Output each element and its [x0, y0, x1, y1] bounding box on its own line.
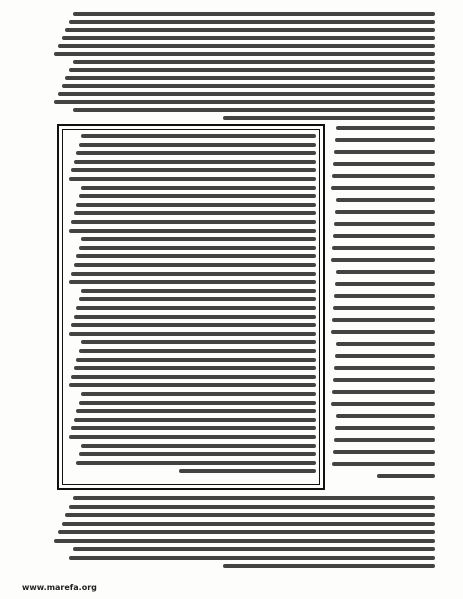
top-text-block — [50, 10, 435, 122]
text-line — [79, 297, 317, 301]
text-line — [65, 76, 435, 80]
text-line — [334, 438, 435, 442]
text-line — [334, 294, 435, 298]
text-line — [69, 280, 317, 284]
text-line — [65, 28, 435, 32]
text-line — [74, 211, 317, 215]
text-line — [74, 366, 317, 370]
text-line — [69, 332, 317, 336]
text-line — [334, 366, 435, 370]
text-line — [81, 289, 316, 293]
text-line — [73, 496, 435, 500]
text-line — [79, 143, 317, 147]
text-line — [71, 220, 316, 224]
text-line — [223, 116, 435, 120]
text-line — [58, 530, 435, 534]
text-line — [73, 60, 435, 64]
text-line — [71, 323, 316, 327]
text-line — [58, 44, 435, 48]
text-line — [62, 522, 435, 526]
text-line — [332, 174, 435, 178]
text-line — [79, 401, 317, 405]
text-line — [76, 203, 316, 207]
text-line — [76, 254, 316, 258]
bottom-text-lines — [50, 494, 435, 572]
text-line — [336, 126, 435, 130]
text-line — [62, 36, 435, 40]
text-line — [79, 452, 317, 456]
text-line — [69, 505, 435, 509]
text-line — [79, 246, 317, 250]
text-line — [223, 564, 435, 568]
text-line — [331, 258, 435, 262]
text-line — [65, 513, 435, 517]
text-line — [69, 20, 435, 24]
text-line — [71, 168, 316, 172]
text-line — [69, 229, 317, 233]
text-line — [79, 194, 317, 198]
text-line — [336, 198, 435, 202]
text-line — [73, 108, 435, 112]
text-line — [331, 402, 435, 406]
text-line — [74, 160, 317, 164]
text-line — [76, 306, 316, 310]
text-line — [73, 547, 435, 551]
text-line — [336, 342, 435, 346]
text-line — [333, 162, 435, 166]
text-line — [79, 349, 317, 353]
text-line — [74, 263, 317, 267]
site-watermark: www.marefa.org — [22, 583, 97, 592]
text-line — [332, 390, 435, 394]
text-line — [73, 12, 435, 16]
text-line — [335, 138, 435, 142]
text-line — [333, 450, 435, 454]
text-line — [335, 354, 435, 358]
text-line — [58, 92, 435, 96]
text-line — [333, 234, 435, 238]
text-line — [76, 461, 316, 465]
text-line — [331, 330, 435, 334]
text-line — [335, 210, 435, 214]
text-line — [334, 150, 435, 154]
text-line — [71, 272, 316, 276]
text-line — [179, 469, 317, 473]
commentary-text-lines — [66, 132, 316, 482]
text-line — [81, 237, 316, 241]
text-line — [333, 306, 435, 310]
side-text-lines — [330, 124, 435, 488]
text-line — [62, 84, 435, 88]
text-line — [69, 435, 317, 439]
text-line — [76, 358, 316, 362]
text-line — [69, 177, 317, 181]
text-line — [377, 474, 435, 478]
text-line — [54, 100, 435, 104]
bottom-text-block — [50, 494, 435, 572]
text-line — [334, 222, 435, 226]
text-line — [74, 315, 317, 319]
text-line — [76, 409, 316, 413]
side-text-block — [330, 124, 435, 488]
text-line — [333, 378, 435, 382]
text-line — [335, 282, 435, 286]
text-line — [332, 318, 435, 322]
text-line — [54, 539, 435, 543]
text-line — [336, 270, 435, 274]
text-line — [69, 383, 317, 387]
text-line — [81, 444, 316, 448]
text-line — [54, 52, 435, 56]
text-line — [81, 134, 316, 138]
text-line — [331, 186, 435, 190]
top-text-lines — [50, 10, 435, 122]
text-line — [76, 151, 316, 155]
text-line — [332, 462, 435, 466]
text-line — [74, 418, 317, 422]
text-line — [81, 186, 316, 190]
text-line — [81, 392, 316, 396]
text-line — [332, 246, 435, 250]
text-line — [69, 68, 435, 72]
text-line — [336, 414, 435, 418]
text-line — [335, 426, 435, 430]
text-line — [81, 340, 316, 344]
text-line — [69, 556, 435, 560]
commentary-text-block — [66, 132, 316, 482]
text-line — [71, 375, 316, 379]
text-line — [71, 426, 316, 430]
